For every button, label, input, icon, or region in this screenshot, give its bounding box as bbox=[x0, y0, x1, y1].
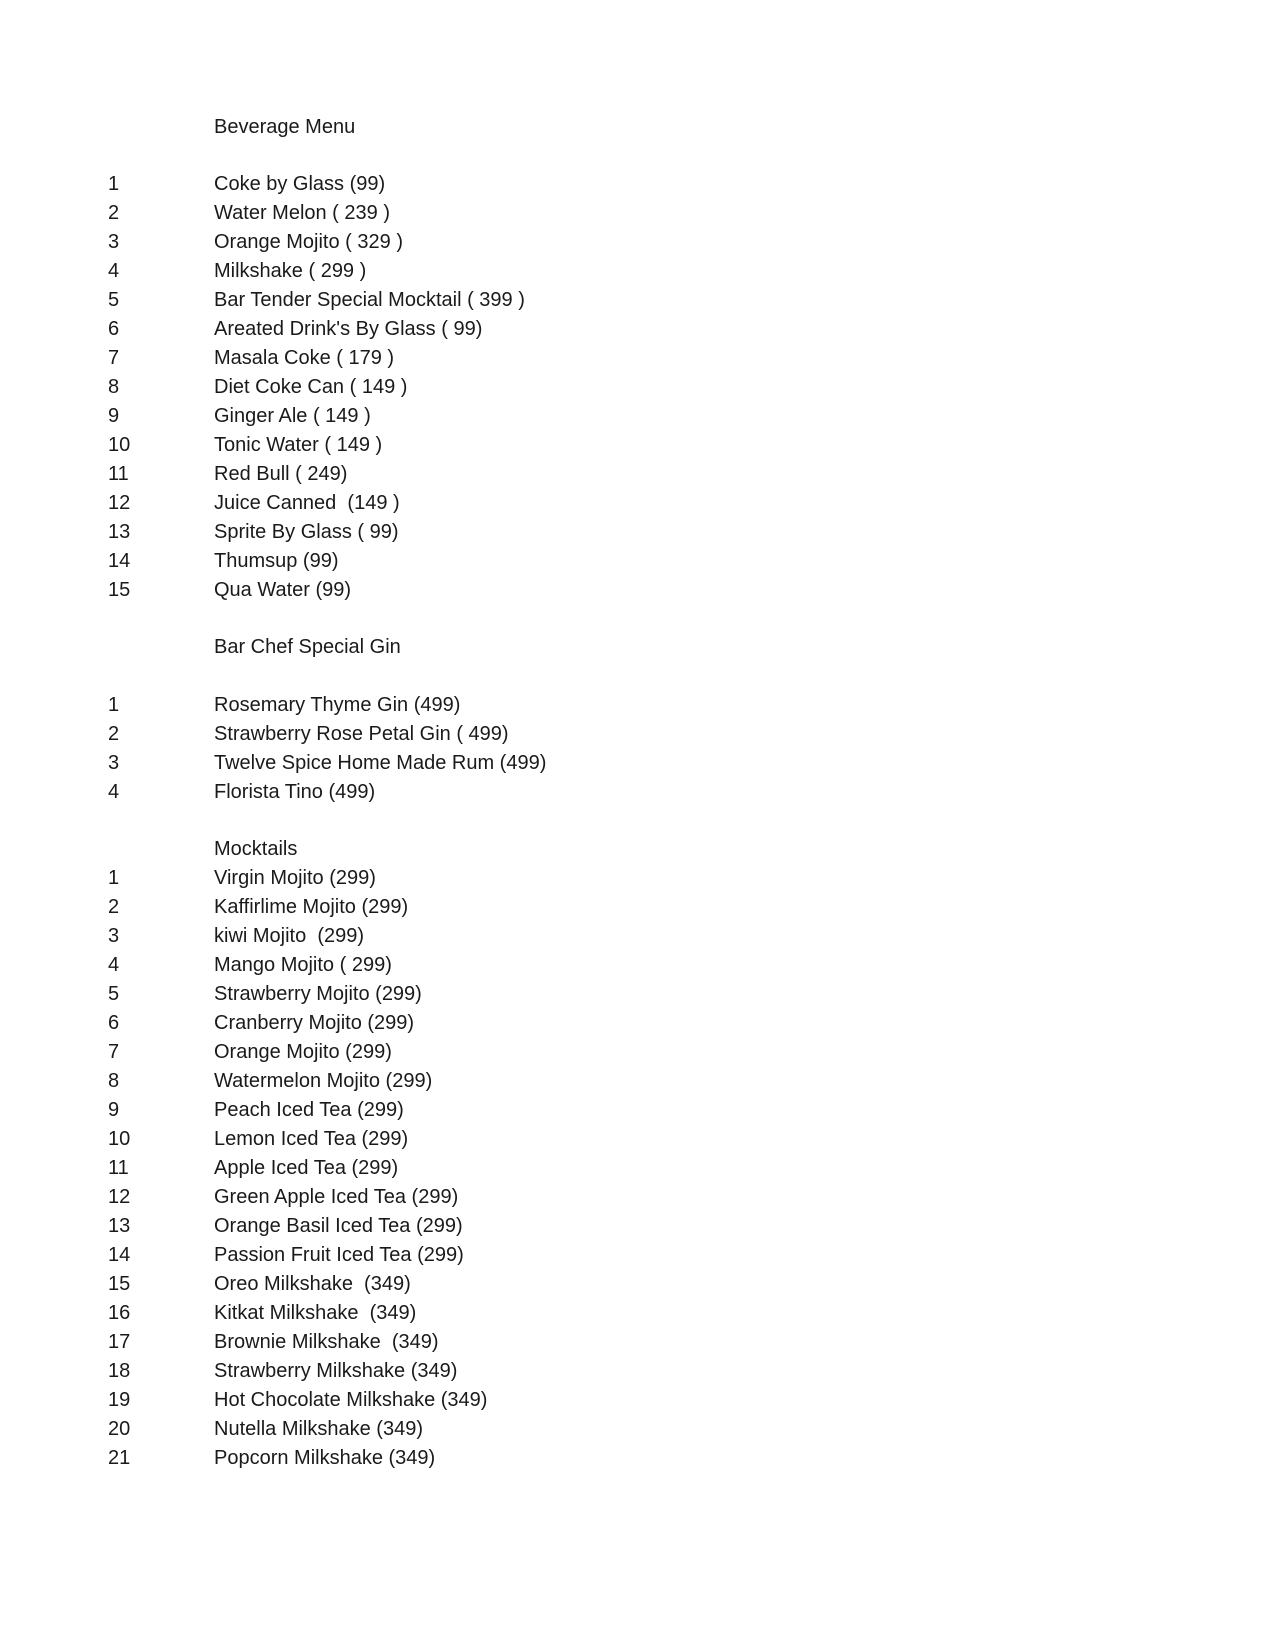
list-item bbox=[0, 1240, 1275, 1270]
item-number: 11 bbox=[108, 463, 129, 485]
list-item bbox=[0, 575, 1275, 605]
item-number: 6 bbox=[108, 318, 120, 340]
item-number: 3 bbox=[108, 925, 120, 947]
item-text: Watermelon Mojito (299) bbox=[214, 1070, 433, 1092]
section-title-mocktails: Mocktails bbox=[214, 838, 298, 860]
list-item bbox=[0, 488, 1275, 518]
list-item bbox=[0, 517, 1275, 547]
item-number: 10 bbox=[108, 1128, 131, 1150]
item-text: Areated Drink's By Glass ( 99) bbox=[214, 318, 483, 340]
list-item bbox=[0, 314, 1275, 344]
item-number: 11 bbox=[108, 1157, 129, 1179]
item-text: Lemon Iced Tea (299) bbox=[214, 1128, 409, 1150]
list-item bbox=[0, 1182, 1275, 1212]
item-text: Masala Coke ( 179 ) bbox=[214, 347, 395, 369]
item-number: 1 bbox=[108, 694, 120, 716]
item-number: 13 bbox=[108, 521, 131, 543]
item-number: 2 bbox=[108, 896, 120, 918]
item-text: Kitkat Milkshake (349) bbox=[214, 1302, 417, 1324]
item-number: 1 bbox=[108, 173, 120, 195]
list-item bbox=[0, 979, 1275, 1009]
item-text: Green Apple Iced Tea (299) bbox=[214, 1186, 459, 1208]
list-item bbox=[0, 1008, 1275, 1038]
list-item bbox=[0, 169, 1275, 199]
item-text: Virgin Mojito (299) bbox=[214, 867, 376, 889]
section-title-beverage-menu: Beverage Menu bbox=[214, 116, 356, 138]
item-number: 21 bbox=[108, 1447, 131, 1469]
list-item bbox=[0, 1066, 1275, 1096]
item-number: 7 bbox=[108, 1041, 120, 1063]
list-item bbox=[0, 401, 1275, 431]
item-text: Bar Tender Special Mocktail ( 399 ) bbox=[214, 289, 525, 311]
item-text: Oreo Milkshake (349) bbox=[214, 1273, 411, 1295]
item-text: Peach Iced Tea (299) bbox=[214, 1099, 404, 1121]
list-item bbox=[0, 1356, 1275, 1386]
list-item bbox=[0, 1095, 1275, 1125]
item-text: Diet Coke Can ( 149 ) bbox=[214, 376, 408, 398]
list-item bbox=[0, 459, 1275, 489]
item-text: Brownie Milkshake (349) bbox=[214, 1331, 439, 1353]
item-text: Strawberry Milkshake (349) bbox=[214, 1360, 458, 1382]
item-text: Coke by Glass (99) bbox=[214, 173, 386, 195]
item-number: 10 bbox=[108, 434, 131, 456]
list-item bbox=[0, 1327, 1275, 1357]
list-item bbox=[0, 863, 1275, 893]
list-item bbox=[0, 1037, 1275, 1067]
list-item bbox=[0, 921, 1275, 951]
list-item bbox=[0, 285, 1275, 315]
item-number: 4 bbox=[108, 260, 120, 282]
item-number: 5 bbox=[108, 983, 120, 1005]
item-number: 15 bbox=[108, 1273, 131, 1295]
list-item bbox=[0, 1211, 1275, 1241]
item-text: Orange Mojito ( 329 ) bbox=[214, 231, 403, 253]
item-text: Florista Tino (499) bbox=[214, 781, 376, 803]
item-number: 8 bbox=[108, 1070, 120, 1092]
item-text: Red Bull ( 249) bbox=[214, 463, 348, 485]
list-item bbox=[0, 372, 1275, 402]
item-number: 4 bbox=[108, 954, 120, 976]
item-text: Thumsup (99) bbox=[214, 550, 339, 572]
item-text: Popcorn Milkshake (349) bbox=[214, 1447, 436, 1469]
item-number: 14 bbox=[108, 1244, 131, 1266]
list-item bbox=[0, 690, 1275, 720]
item-text: Juice Canned (149 ) bbox=[214, 492, 400, 514]
list-item bbox=[0, 1269, 1275, 1299]
list-item bbox=[0, 1385, 1275, 1415]
list-item bbox=[0, 1298, 1275, 1328]
item-number: 2 bbox=[108, 723, 120, 745]
section-title-bar-chef-special-gin: Bar Chef Special Gin bbox=[214, 636, 401, 658]
item-number: 1 bbox=[108, 867, 120, 889]
item-text: Qua Water (99) bbox=[214, 579, 352, 601]
item-number: 3 bbox=[108, 752, 120, 774]
item-text: Ginger Ale ( 149 ) bbox=[214, 405, 371, 427]
list-item bbox=[0, 777, 1275, 807]
item-number: 5 bbox=[108, 289, 120, 311]
item-text: Passion Fruit Iced Tea (299) bbox=[214, 1244, 464, 1266]
list-item bbox=[0, 198, 1275, 228]
item-number: 8 bbox=[108, 376, 120, 398]
list-item bbox=[0, 892, 1275, 922]
item-number: 18 bbox=[108, 1360, 131, 1382]
item-text: Nutella Milkshake (349) bbox=[214, 1418, 423, 1440]
item-text: Orange Basil Iced Tea (299) bbox=[214, 1215, 463, 1237]
item-text: Water Melon ( 239 ) bbox=[214, 202, 390, 224]
item-number: 19 bbox=[108, 1389, 131, 1411]
item-number: 12 bbox=[108, 492, 131, 514]
item-text: Hot Chocolate Milkshake (349) bbox=[214, 1389, 488, 1411]
item-number: 16 bbox=[108, 1302, 131, 1324]
item-number: 13 bbox=[108, 1215, 131, 1237]
list-item bbox=[0, 343, 1275, 373]
item-number: 2 bbox=[108, 202, 120, 224]
item-text: Sprite By Glass ( 99) bbox=[214, 521, 399, 543]
list-item bbox=[0, 546, 1275, 576]
item-text: Milkshake ( 299 ) bbox=[214, 260, 367, 282]
list-item bbox=[0, 1124, 1275, 1154]
item-number: 9 bbox=[108, 405, 120, 427]
item-text: Twelve Spice Home Made Rum (499) bbox=[214, 752, 547, 774]
item-number: 9 bbox=[108, 1099, 120, 1121]
list-item bbox=[0, 719, 1275, 749]
item-number: 20 bbox=[108, 1418, 131, 1440]
item-text: Tonic Water ( 149 ) bbox=[214, 434, 383, 456]
item-number: 12 bbox=[108, 1186, 131, 1208]
list-item bbox=[0, 950, 1275, 980]
list-item bbox=[0, 748, 1275, 778]
list-item bbox=[0, 256, 1275, 286]
item-text: Apple Iced Tea (299) bbox=[214, 1157, 399, 1179]
list-item bbox=[0, 430, 1275, 460]
item-text: Mango Mojito ( 299) bbox=[214, 954, 392, 976]
item-text: Orange Mojito (299) bbox=[214, 1041, 392, 1063]
item-number: 17 bbox=[108, 1331, 131, 1353]
item-number: 4 bbox=[108, 781, 120, 803]
item-number: 7 bbox=[108, 347, 120, 369]
item-text: Cranberry Mojito (299) bbox=[214, 1012, 415, 1034]
item-number: 15 bbox=[108, 579, 131, 601]
item-text: Strawberry Rose Petal Gin ( 499) bbox=[214, 723, 509, 745]
item-number: 3 bbox=[108, 231, 120, 253]
list-item bbox=[0, 227, 1275, 257]
list-item bbox=[0, 1153, 1275, 1183]
item-text: kiwi Mojito (299) bbox=[214, 925, 365, 947]
item-text: Strawberry Mojito (299) bbox=[214, 983, 422, 1005]
item-text: Kaffirlime Mojito (299) bbox=[214, 896, 409, 918]
list-item bbox=[0, 1443, 1275, 1473]
item-text: Rosemary Thyme Gin (499) bbox=[214, 694, 461, 716]
item-number: 14 bbox=[108, 550, 131, 572]
list-item bbox=[0, 1414, 1275, 1444]
item-number: 6 bbox=[108, 1012, 120, 1034]
